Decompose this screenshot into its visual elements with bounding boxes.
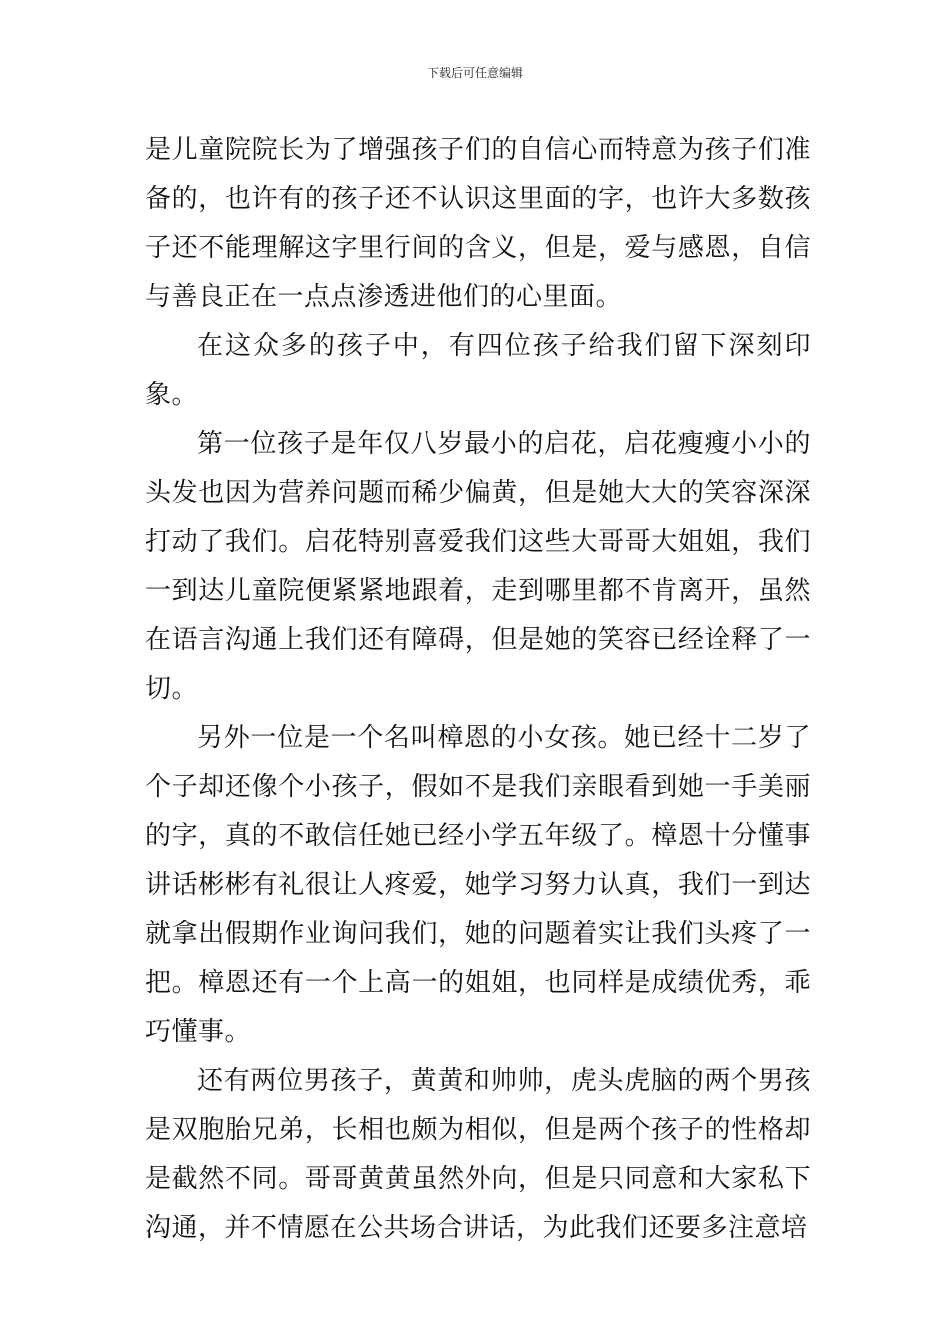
paragraph-1: 是儿童院院长为了增强孩子们的自信心而特意为孩子们准备的，也许有的孩子还不认识这里面的字，也许大多数孩子还不能理解这字里行间的含义，但是，爱与感恩，自信与善良正在一点点渗透进他们的心里面。 [145,135,811,312]
page-header: 下载后可任意编辑 [426,66,523,80]
paragraph-2: 在这众多的孩子中，有四位孩子给我们留下深刻印象。 [145,331,811,410]
paragraph-4: 另外一位是一个名叫樟恩的小女孩。她已经十二岁了个子却还像个小孩子，假如不是我们亲眼看到她一手美丽的字，真的不敢信任她已经小学五年级了。樟恩十分懂事讲话彬彬有礼很让人疼爱，她学习努力认真，我们一到达就拿出假期作业询问我们，她的问题着实让我们头疼了一把。樟恩还有一个上高一的姐姐，也同样是成绩优秀，乖巧懂事。 [145,723,811,1047]
paragraph-5: 还有两位男孩子，黄黄和帅帅，虎头虎脑的两个男孩是双胞胎兄弟，长相也颇为相似，但是两个孩子的性格却是截然不同。哥哥黄黄虽然外向，但是只同意和大家私下沟通，并不情愿在公共场合讲话，为此我们还要多注意培 [145,1066,811,1243]
paragraph-3: 第一位孩子是年仅八岁最小的启花，启花瘦瘦小小的头发也因为营养问题而稀少偏黄，但是她大大的笑容深深打动了我们。启花特别喜爱我们这些大哥哥大姐姐，我们一到达儿童院便紧紧地跟着，走到哪里都不肯离开，虽然在语言沟通上我们还有障碍，但是她的笑容已经诠释了一切。 [145,429,811,704]
document-body [145,126,811,1253]
